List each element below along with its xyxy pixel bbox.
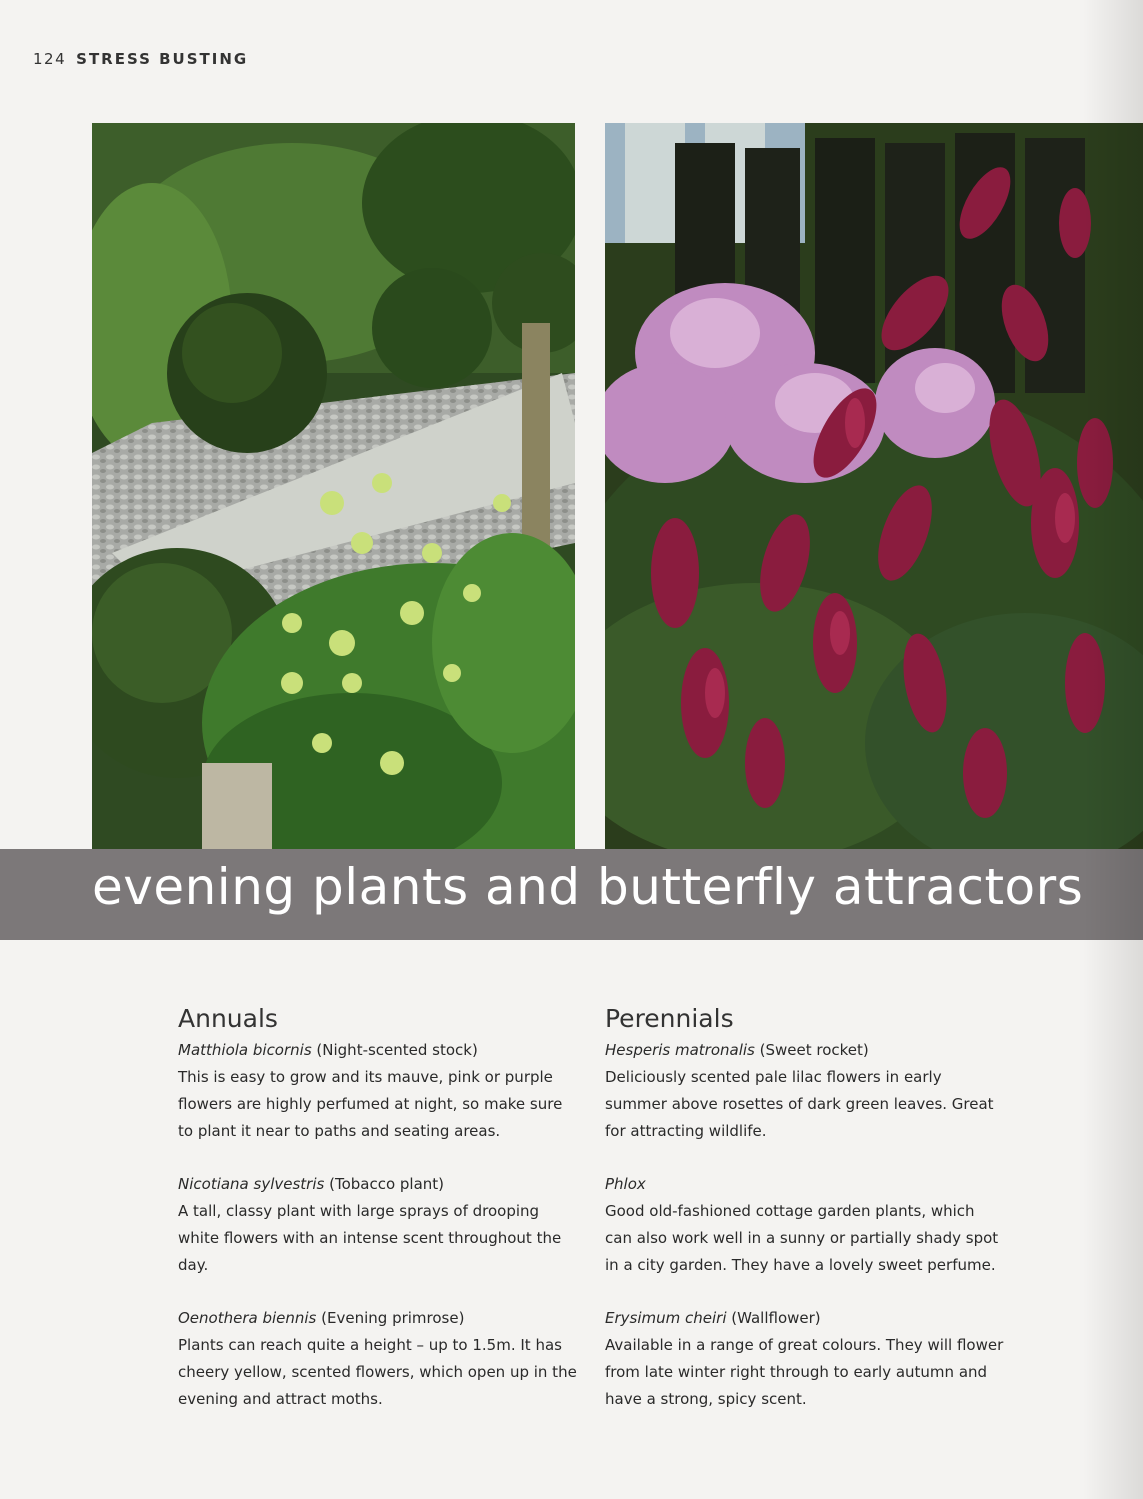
photo-butterfly-plants	[605, 123, 1143, 849]
common-name: (Night-scented stock)	[311, 1041, 478, 1059]
perennials-heading: Perennials	[605, 1004, 734, 1033]
latin-name: Nicotiana sylvestris	[178, 1175, 325, 1193]
latin-name: Oenothera biennis	[178, 1309, 317, 1327]
running-head	[33, 50, 248, 68]
page-number: 124	[33, 50, 67, 68]
plant-name	[178, 1171, 578, 1198]
latin-name: Hesperis matronalis	[605, 1041, 755, 1059]
perennials-column	[605, 1004, 1005, 1439]
plant-description: Available in a range of great colours. They will flower from late winter right through to early autumn and have a strong, spicy scent.	[605, 1336, 1004, 1408]
common-name: (Evening primrose)	[316, 1309, 465, 1327]
plant-name	[605, 1305, 1005, 1332]
latin-name: Phlox	[605, 1175, 646, 1193]
plant-entry	[605, 1171, 1005, 1279]
plant-entry	[178, 1305, 578, 1413]
plant-entry	[605, 1037, 1005, 1145]
plant-name	[605, 1171, 1005, 1198]
plant-entry	[605, 1305, 1005, 1413]
plant-name	[178, 1037, 578, 1064]
common-name: (Tobacco plant)	[324, 1175, 445, 1193]
common-name: (Wallflower)	[726, 1309, 821, 1327]
common-name: (Sweet rocket)	[754, 1041, 869, 1059]
page-gutter-shadow	[1083, 0, 1143, 1499]
latin-name: Erysimum cheiri	[605, 1309, 727, 1327]
plant-entry	[178, 1171, 578, 1279]
plant-description: Good old-fashioned cottage garden plants, which can also work well in a sunny or partially shady spot in a city garden. They have a lovely sweet perfume.	[605, 1202, 999, 1274]
plant-entry	[178, 1037, 578, 1145]
plant-name	[178, 1305, 578, 1332]
annuals-heading: Annuals	[178, 1004, 278, 1033]
plant-description: Deliciously scented pale lilac flowers in early summer above rosettes of dark green leaves. Great for attracting wildlife.	[605, 1068, 994, 1140]
plant-description: This is easy to grow and its mauve, pink or purple flowers are highly perfumed at night, so make sure to plant it near to paths and seating areas.	[178, 1068, 563, 1140]
photo-evening-garden	[92, 123, 575, 849]
buddleja-photo-illustration	[605, 123, 1143, 849]
latin-name: Matthiola bicornis	[178, 1041, 312, 1059]
plant-description: Plants can reach quite a height – up to 1.5m. It has cheery yellow, scented flowers, which open up in the evening and attract moths.	[178, 1336, 577, 1408]
section-title: STRESS BUSTING	[76, 50, 249, 68]
garden-photo-illustration	[92, 123, 575, 849]
plant-description: A tall, classy plant with large sprays of drooping white flowers with an intense scent throughout the day.	[178, 1202, 562, 1274]
annuals-column	[178, 1004, 578, 1439]
page-title: evening plants and butterfly attractors	[92, 858, 1084, 916]
plant-name	[605, 1037, 1005, 1064]
